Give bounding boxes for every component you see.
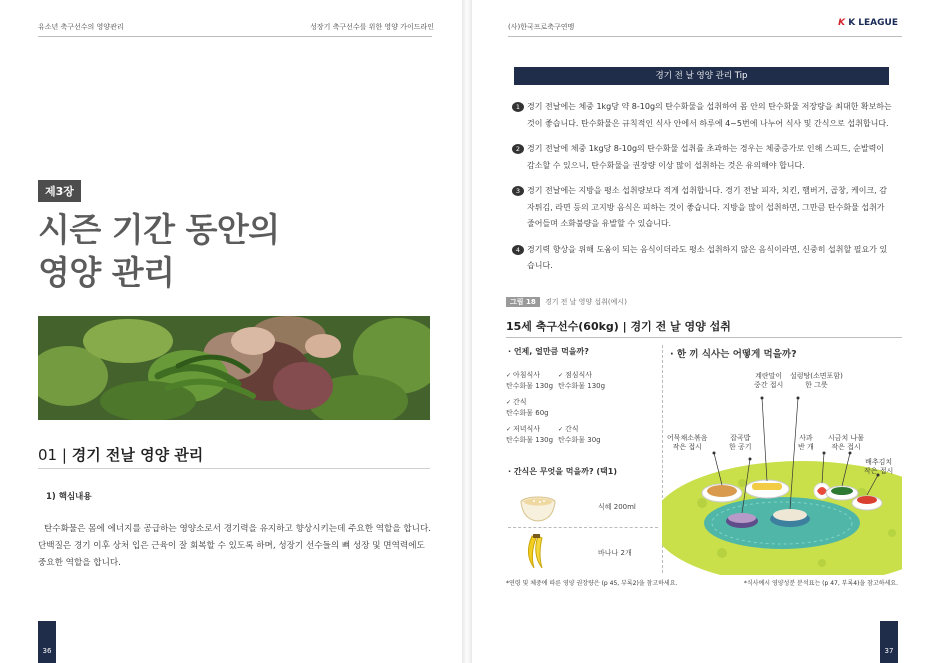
meal-snack-2 — [558, 424, 601, 445]
meal-snack-1 — [506, 397, 549, 418]
meal-amount: 탄수화물 130g — [558, 382, 606, 390]
meal-label: ✓ 간식 — [506, 397, 549, 408]
body-paragraph: 탄수화물은 몸에 에너지를 공급하는 영양소로서 경기력을 유지하고 향상시키는데 주요한 역할을 합니다. 단백질은 경기 이후 상처 입은 근육이 잘 회복할 수 있도록 하며, 성장기 선수들의 뼈 성장 및 면역력에도 중요한 역할을 합니다. — [38, 524, 432, 568]
question-snack: · 간식은 무엇을 먹을까? (택1) — [508, 467, 617, 476]
meal-dinner — [506, 424, 553, 445]
sikhye-icon — [518, 486, 558, 526]
callout-egg-roll-text: 계란말이 중간 접시 — [754, 372, 784, 389]
book-gutter — [462, 0, 472, 663]
tip-number: 2 — [512, 144, 524, 154]
footnote-right: *식사예시 영양성분 분석표는 (p 47, 부록4)을 참고하세요. — [743, 580, 898, 587]
meal-amount: 탄수화물 60g — [506, 409, 549, 417]
question-when: · 언제, 얼만큼 먹을까? — [508, 347, 589, 356]
callout-seolleongtang — [790, 372, 843, 390]
meal-amount: 탄수화물 130g — [506, 436, 554, 444]
header-rule — [508, 36, 902, 37]
tip-item — [512, 242, 892, 275]
tip-item — [512, 183, 892, 233]
callout-egg-roll — [754, 372, 783, 390]
callout-fishcake — [667, 434, 708, 452]
meal-label: ✓ 저녁식사 — [506, 424, 553, 435]
running-header-org: (사)한국프로축구연맹 — [508, 23, 575, 31]
callout-rice — [729, 434, 752, 452]
figure-rule — [506, 337, 902, 338]
callout-kimchi-text: 배추김치 작은 접시 — [864, 458, 894, 475]
k-league-logo-text: K LEAGUE — [848, 18, 898, 28]
header-rule — [38, 36, 432, 37]
snack-name: 바나나 2개 — [598, 549, 632, 557]
callout-spinach — [828, 434, 864, 452]
callout-apple — [798, 434, 814, 452]
tip-title-bar: 경기 전 날 영양 관리 Tip — [514, 67, 889, 85]
snack-divider — [508, 527, 658, 528]
callout-spinach-text: 시금치 나물 작은 접시 — [828, 434, 865, 451]
left-page — [0, 0, 462, 663]
tip-text: 경기 전날에 체중 1kg당 8-10g의 탄수화물 섭취를 초과하는 경우는 체중증가로 인해 스피드, 순발력이 감소할 수 있으니, 탄수화물을 권장량 이상 많이 섭취하는 것은 유의해야 합니다. — [527, 144, 885, 170]
meal-label: ✓ 점심식사 — [558, 370, 605, 381]
tip-list — [512, 99, 892, 284]
callout-fishcake-text: 어묵채소볶음 작은 접시 — [667, 434, 708, 451]
callout-seolleongtang-text: 설렁탕(소면포함) 한 그릇 — [790, 372, 843, 389]
tip-text: 경기력 향상을 위해 도움이 되는 음식이더라도 평소 섭취하지 않은 음식이라면, 신중히 섭취할 필요가 있습니다. — [527, 244, 888, 270]
question-meal: · 한 끼 식사는 어떻게 먹을까? — [670, 349, 797, 360]
meal-amount: 탄수화물 130g — [506, 382, 554, 390]
running-header-left: 유소년 축구선수의 영양관리 — [38, 23, 124, 31]
meal-label: ✓ 아침식사 — [506, 370, 553, 381]
page-number-left: 36 — [38, 621, 56, 663]
figure-caption: 경기 전 날 영양 섭취(예시) — [544, 298, 627, 306]
chapter-title-line1: 시즌 기간 동안의 — [38, 210, 280, 249]
tip-item — [512, 141, 892, 174]
chapter-title — [38, 208, 280, 294]
snack-name: 식혜 200ml — [598, 503, 636, 511]
tip-item — [512, 99, 892, 132]
page-number-right: 37 — [880, 621, 898, 663]
section-title — [38, 444, 203, 465]
banana-icon — [518, 532, 558, 572]
chapter-title-line2: 영양 관리 — [38, 253, 175, 292]
figure-number: 그림 18 — [506, 297, 540, 307]
section-rule — [38, 468, 430, 469]
callout-kimchi — [864, 458, 893, 476]
k-league-logo — [838, 18, 898, 28]
vegetables-illustration — [38, 316, 430, 420]
figure-title: 15세 축구선수(60kg) | 경기 전 날 영양 섭취 — [506, 320, 731, 333]
callout-rice-text: 잡곡밥 한 공기 — [729, 434, 752, 451]
section-title-text: 경기 전날 영양 관리 — [71, 446, 204, 464]
figure-tag — [506, 297, 627, 307]
subheading: 1) 핵심내용 — [46, 492, 92, 502]
right-page — [472, 0, 934, 663]
snack-options — [508, 484, 658, 578]
meal-label: ✓ 간식 — [558, 424, 601, 435]
tip-text: 경기 전날에는 체중 1kg당 약 8-10g의 탄수화물을 섭취하여 몸 안의 탄수화물 저장량을 최대한 확보하는 것이 좋습니다. 탄수화물은 규칙적인 식사 안에서 하루에 4~5번에 나누어 식사 및 간식으로 섭취합니다. — [527, 102, 892, 128]
tip-number: 4 — [512, 245, 524, 255]
callout-apple-text: 사과 반 개 — [798, 434, 814, 451]
meal-amount: 탄수화물 30g — [558, 436, 601, 444]
k-league-logo-icon: K — [838, 18, 846, 28]
tip-number: 1 — [512, 102, 524, 112]
running-header-right: 성장기 축구선수를 위한 영양 가이드라인 — [310, 23, 434, 31]
section-number: 01 | — [38, 446, 67, 464]
meal-breakfast — [506, 370, 553, 391]
meal-lunch — [558, 370, 605, 391]
vegetables-photo — [38, 316, 430, 420]
footnote-left: *연령 및 체중에 따른 영양 권장량은 (p 45, 부록2)을 참고하세요. — [506, 580, 678, 587]
chapter-tag: 제3장 — [38, 180, 81, 202]
tip-text: 경기 전날에는 지방을 평소 섭취량보다 적게 섭취합니다. 경기 전날 피자, 치킨, 햄버거, 곱창, 케이크, 감자튀김, 라면 등의 고지방 음식은 피하는 것이 좋습니다. 지방을 많이 섭취하면, 그만큼 탄수화물 섭취가 줄어들며 소화불량을 유발할 수 있습니다. — [527, 186, 887, 228]
tip-number: 3 — [512, 186, 524, 196]
